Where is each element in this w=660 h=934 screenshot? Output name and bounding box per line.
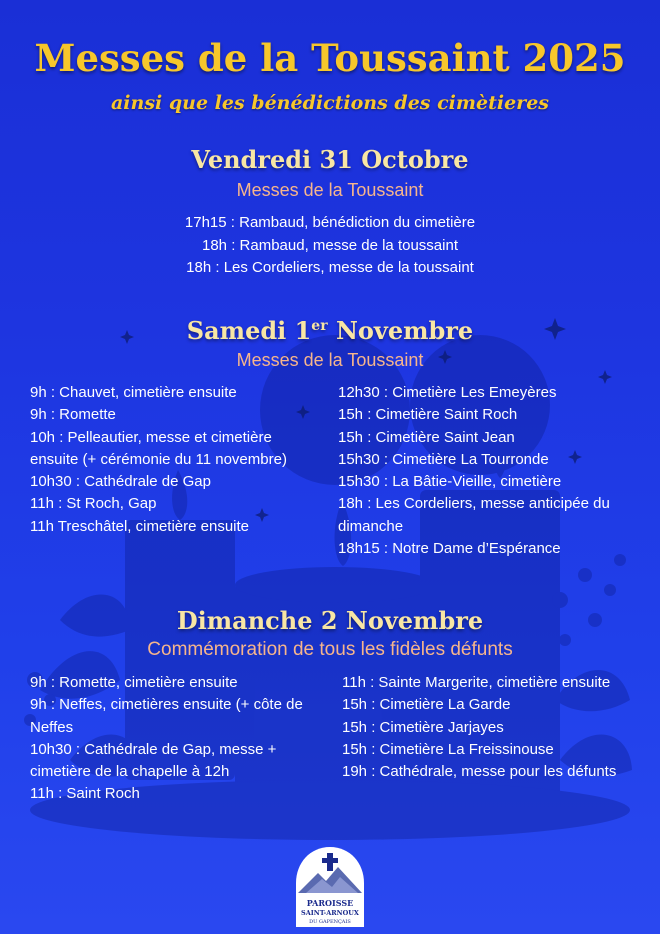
sunday-right-item: 11h : Sainte Margerite, cimetière ensuite <box>342 674 611 691</box>
saturday-right-item: 15h : Cimetière Saint Roch <box>338 406 518 424</box>
saturday-right-column <box>338 382 630 560</box>
sunday-left-item: 10h30 : Cathédrale de Gap, messe + cimetière de la chapelle à 12h <box>30 740 277 781</box>
sunday-right-column <box>342 672 630 783</box>
saturday-right-item: 18h : Les Cordeliers, messe anticipée du dimanche <box>338 495 610 535</box>
logo-line1: PAROISSE <box>306 898 354 908</box>
sunday-left-item: 9h : Neffes, cimetières ensuite (+ côte de Neffes <box>30 696 303 736</box>
saturday-right-item: 12h30 : Cimetière Les Emeyères <box>338 384 557 401</box>
friday-item: 18h : Rambaud, messe de la toussaint <box>202 236 458 254</box>
saturday-heading-sup: er <box>311 318 328 334</box>
saturday-left-column <box>30 382 320 538</box>
friday-heading: Vendredi 31 Octobre <box>191 145 469 174</box>
saturday-right-item: 18h15 : Notre Dame d’Espérance <box>338 540 561 558</box>
sunday-right-item: 15h : Cimetière La Garde <box>342 696 511 714</box>
parish-logo <box>292 843 368 927</box>
saturday-right-item: 15h : Cimetière Saint Jean <box>338 428 515 446</box>
sunday-heading: Dimanche 2 Novembre <box>176 606 484 635</box>
saturday-left-item: 9h : Romette <box>30 406 116 424</box>
sunday-left-column <box>30 672 320 806</box>
sunday-right-item: 19h : Cathédrale, messe pour les défunts <box>342 763 617 781</box>
sunday-right-item: 15h : Cimetière La Freissinouse <box>342 740 554 758</box>
sunday-left-item: 11h : Saint Roch <box>30 785 140 803</box>
saturday-left-item: 9h : Chauvet, cimetière ensuite <box>30 384 237 401</box>
logo-line3: DU GAPENÇAIS <box>309 919 351 925</box>
saturday-right-item: 15h30 : La Bâtie-Vieille, cimetière <box>338 473 562 491</box>
logo-line2: SAINT-ARNOUX <box>301 909 359 917</box>
saturday-left-item: 10h30 : Cathédrale de Gap <box>30 473 211 491</box>
sunday-left-item: 9h : Romette, cimetière ensuite <box>30 674 238 691</box>
saturday-right-item: 15h30 : Cimetière La Tourronde <box>338 450 549 468</box>
sunday-mass-title: Commémoration de tous les fidèles défunts <box>147 639 513 660</box>
saturday-left-item: 11h : St Roch, Gap <box>30 495 157 513</box>
saturday-left-item: 11h Treschâtel, cimetière ensuite <box>30 517 250 535</box>
saturday-heading-suffix: Novembre <box>327 316 474 345</box>
saturday-mass-title: Messes de la Toussaint <box>236 350 424 370</box>
poster-title: Messes de la Toussaint 2025 <box>34 36 626 80</box>
friday-item: 18h : Les Cordeliers, messe de la toussaint <box>186 259 474 276</box>
friday-item: 17h15 : Rambaud, bénédiction du cimetière <box>184 214 476 231</box>
poster-subtitle: ainsi que les bénédictions des cimètieres <box>111 92 549 114</box>
sunday-right-item: 15h : Cimetière Jarjayes <box>342 718 504 736</box>
saturday-heading-prefix: Samedi 1 <box>186 316 312 345</box>
friday-schedule <box>0 212 660 280</box>
friday-mass-title: Messes de la Toussaint <box>236 180 424 200</box>
saturday-heading <box>0 316 660 345</box>
saturday-left-item: 10h : Pelleautier, messe et cimetière ensuite (+ cérémonie du 11 novembre) <box>30 428 287 468</box>
